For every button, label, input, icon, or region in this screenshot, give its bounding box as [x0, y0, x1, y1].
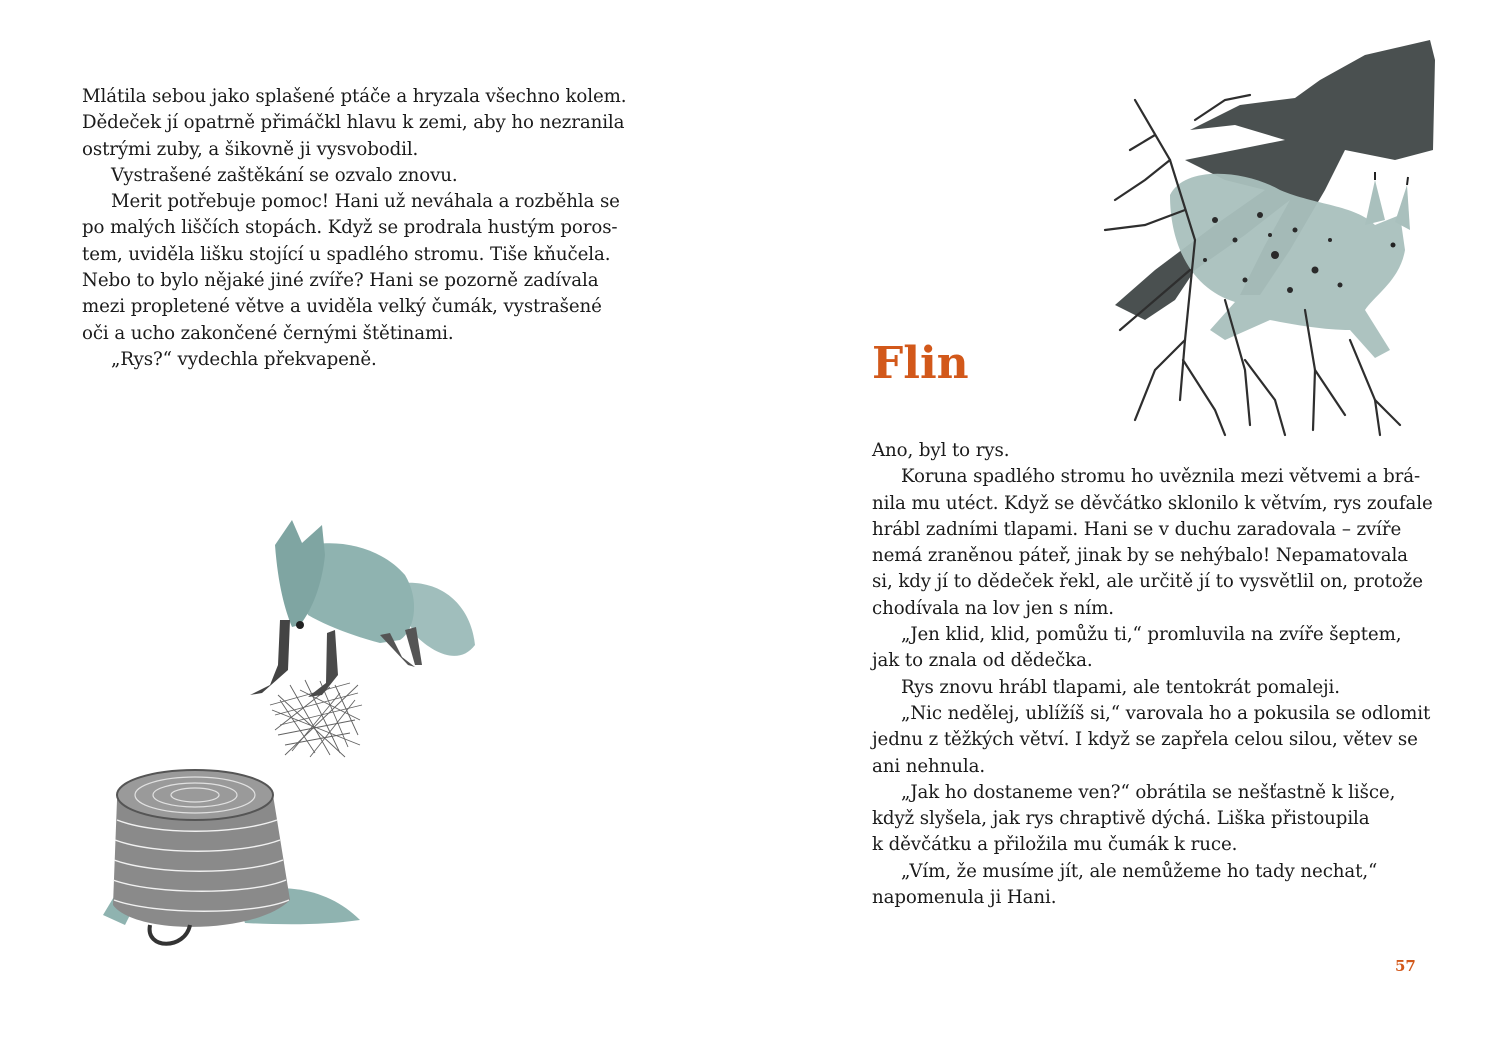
- text-line: „Nic nedělej, ublížíš si,“ varovala ho a pokusila se odlomit: [901, 702, 1431, 724]
- text-line: ostrými zuby, a šikovně ji vysvobodil.: [82, 138, 419, 160]
- text-line: nemá zraněnou páteř, jinak by se nehýbalo! Nepamatovala: [872, 545, 1408, 567]
- text-line: Koruna spadlého stromu ho uvěznila mezi větvemi a brá-: [901, 466, 1421, 488]
- chapter-title: Flin: [872, 338, 969, 389]
- text-line: oči a ucho zakončené černými štětinami.: [82, 322, 454, 344]
- lynx-branch-illustration: [1075, 40, 1435, 440]
- right-page: [750, 0, 1500, 1045]
- text-line: „Vím, že musíme jít, ale nemůžeme ho tady nechat,“: [901, 860, 1378, 882]
- text-line: tem, uviděla lišku stojící u spadlého stromu. Tiše kňučela.: [82, 243, 611, 265]
- text-line: k děvčátku a přiložila mu čumák k ruce.: [872, 834, 1238, 856]
- text-line: „Jak ho dostaneme ven?“ obrátila se nešťastně k lišce,: [901, 781, 1396, 803]
- basket-icon: [103, 770, 360, 944]
- fox-illustration: [230, 515, 490, 785]
- right-page-text: [872, 438, 1433, 911]
- text-line: „Jen klid, klid, pomůžu ti,“ promluvila na zvíře šeptem,: [901, 624, 1402, 646]
- text-line: Ano, byl to rys.: [872, 440, 1010, 461]
- page-number: 57: [1395, 957, 1416, 975]
- left-page-text: [82, 84, 626, 373]
- text-line: si, kdy jí to dědeček řekl, ale určitě jí to vysvětlil on, protože: [872, 571, 1423, 593]
- text-line: Rys znovu hrábl tlapami, ale tentokrát pomaleji.: [901, 676, 1340, 698]
- text-line: mezi propletené větve a uviděla velký čumák, vystrašené: [82, 296, 602, 318]
- text-line: jak to znala od dědečka.: [872, 650, 1093, 672]
- text-line: Vystrašené zaštěkání se ozvalo znovu.: [111, 164, 458, 186]
- text-line: Nebo to bylo nějaké jiné zvíře? Hani se pozorně zadívala: [82, 270, 599, 292]
- text-line: po malých liščích stopách. Když se prodrala hustým poros-: [82, 217, 618, 239]
- text-line: napomenula ji Hani.: [872, 887, 1057, 909]
- text-line: nila mu utéct. Když se děvčátko sklonilo k větvím, rys zoufale: [872, 492, 1433, 514]
- text-line: hrábl zadními tlapami. Hani se v duchu zaradovala – zvíře: [872, 518, 1402, 540]
- text-line: jednu z těžkých větví. I když se zapřela celou silou, větev se: [872, 729, 1418, 751]
- text-line: ani nehnula.: [872, 755, 986, 777]
- text-line: „Rys?“ vydechla překvapeně.: [111, 348, 377, 370]
- text-line: Dědeček jí opatrně přimáčkl hlavu k zemi, aby ho nezranila: [82, 112, 625, 134]
- text-line: když slyšela, jak rys chraptivě dýchá. Liška přistoupila: [872, 808, 1370, 830]
- text-line: Merit potřebuje pomoc! Hani už neváhala a rozběhla se: [111, 191, 620, 213]
- fox-icon: [250, 520, 475, 757]
- lynx-icon: [1105, 40, 1435, 435]
- text-line: Mlátila sebou jako splašené ptáče a hryzala všechno kolem.: [82, 86, 627, 107]
- basket-illustration: [95, 765, 365, 955]
- text-line: chodívala na lov jen s ním.: [872, 597, 1114, 619]
